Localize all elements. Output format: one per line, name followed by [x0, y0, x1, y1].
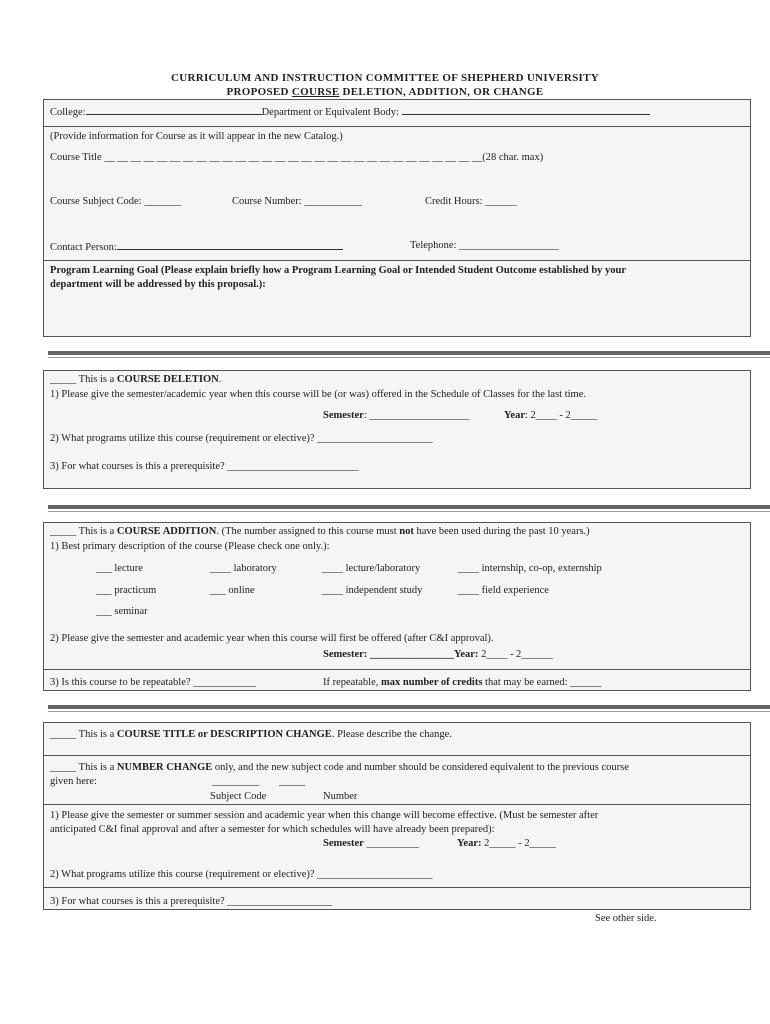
option-independent-study[interactable]: ____ independent study: [322, 585, 423, 596]
credit-hours-blank[interactable]: ______: [485, 196, 517, 207]
course-title-max: __(28 char. max): [471, 152, 544, 163]
subject-code-blank[interactable]: _______: [144, 196, 181, 207]
goal-text-2: department will be addressed by this proposal.):: [50, 279, 266, 290]
goal-text-1: Program Learning Goal (Please explain briefly how a Program Learning Goal or Intended Student Outcome established by your: [50, 265, 627, 276]
option-seminar[interactable]: ___ seminar: [96, 606, 148, 617]
course-info-section: [43, 99, 751, 337]
deletion-year-label: Year: [504, 410, 525, 421]
section-separator: [48, 505, 770, 509]
number-change-prefix: This is a: [76, 762, 117, 773]
change-semester-label: Semester: [323, 838, 364, 849]
change-heading[interactable]: [50, 728, 452, 741]
addition-year-blank[interactable]: 2____ - 2______: [481, 649, 553, 660]
addition-q2: 2) Please give the semester and academic year when this course will first be offered (after C&I approval).: [50, 633, 494, 644]
college-blank[interactable]: [86, 104, 262, 115]
divider: [44, 804, 750, 805]
deletion-q3[interactable]: [50, 460, 359, 473]
telephone-field[interactable]: [410, 239, 559, 252]
divider: [44, 126, 750, 127]
max-credits-pre: If repeatable,: [323, 677, 382, 688]
deletion-suffix: .: [218, 374, 222, 385]
max-credits-post[interactable]: that may be earned: ______: [482, 677, 602, 688]
course-deletion-section: [43, 370, 751, 489]
change-semester-blank[interactable]: __________: [363, 838, 419, 849]
divider: [44, 887, 750, 888]
addition-note-bold: not: [399, 526, 414, 537]
addition-semester-year[interactable]: [323, 648, 553, 661]
addition-max-credits[interactable]: [323, 676, 602, 689]
divider: [44, 755, 750, 756]
deletion-q2-blank[interactable]: ______________________: [317, 433, 433, 444]
contact-field[interactable]: [50, 239, 343, 254]
change-suffix: . Please describe the change.: [331, 729, 452, 740]
course-title-dashes[interactable]: __ __ __ __ __ __ __ __ __ __ __ __ __ __ __ __ __ __ __ __ __ __ __ __ __ __ __ __: [104, 152, 470, 163]
change-prefix: This is a: [76, 729, 117, 740]
option-practicum[interactable]: ___ practicum: [96, 585, 157, 596]
form-subtitle: [0, 86, 770, 98]
deletion-q3-blank[interactable]: _________________________: [227, 461, 359, 472]
college-label: College:: [50, 107, 86, 118]
number-label: Number: [323, 791, 358, 802]
goal-answer-area[interactable]: [48, 294, 746, 332]
option-lecture-laboratory[interactable]: ____ lecture/laboratory: [322, 563, 421, 574]
number-change-heading[interactable]: [50, 761, 629, 774]
deletion-year-field[interactable]: [504, 409, 597, 422]
subtitle-pre: PROPOSED: [226, 86, 292, 98]
form-title: CURRICULUM AND INSTRUCTION COMMITTEE OF SHEPHERD UNIVERSITY: [170, 72, 599, 84]
contact-label: Contact Person:: [50, 242, 117, 253]
telephone-blank[interactable]: ___________________: [459, 240, 559, 251]
course-title-field[interactable]: [50, 151, 543, 164]
deletion-heading-text: COURSE DELETION: [116, 374, 219, 385]
max-credits-bold: max number of credits: [381, 677, 483, 688]
addition-q1: 1) Best primary description of the course (Please check one only.):: [50, 541, 330, 552]
subject-code-label: Subject Code: [210, 791, 267, 802]
change-checkbox[interactable]: _____: [50, 729, 77, 740]
course-change-section: [43, 722, 751, 910]
number-blank[interactable]: _____: [279, 776, 306, 787]
addition-note-pre: . (The number assigned to this course must: [216, 526, 400, 537]
change-year-label: Year:: [457, 838, 482, 849]
number-change-text: only, and the new subject code and number should be considered equivalent to the previous course: [212, 762, 629, 773]
addition-checkbox[interactable]: _____: [50, 526, 77, 537]
course-addition-section: [43, 522, 751, 691]
option-laboratory[interactable]: ____ laboratory: [210, 563, 277, 574]
number-change-heading-text: NUMBER CHANGE: [116, 762, 213, 773]
subject-code-field[interactable]: [50, 195, 181, 208]
course-number-blank[interactable]: ___________: [304, 196, 363, 207]
contact-blank[interactable]: [117, 239, 343, 250]
given-here: given here:: [50, 776, 97, 787]
deletion-heading[interactable]: [50, 373, 221, 386]
change-year-blank[interactable]: 2_____ - 2_____: [481, 838, 556, 849]
credit-hours-field[interactable]: [425, 195, 517, 208]
change-year-field[interactable]: [457, 837, 556, 850]
addition-prefix: This is a: [76, 526, 117, 537]
change-q2[interactable]: 2) What programs utilize this course (requirement or elective)? ______________________: [50, 869, 433, 880]
deletion-prefix: This is a: [76, 374, 117, 385]
change-q3[interactable]: 3) For what courses is this a prerequisite? ____________________: [50, 896, 333, 907]
catalog-note: (Provide information for Course as it will appear in the new Catalog.): [50, 131, 343, 142]
addition-q3[interactable]: 3) Is this course to be repeatable? ____________: [50, 677, 257, 688]
addition-note-post: have been used during the past 10 years.): [413, 526, 590, 537]
deletion-q2[interactable]: [50, 432, 433, 445]
telephone-label: Telephone:: [410, 240, 457, 251]
subtitle-underlined: COURSE: [291, 86, 340, 98]
divider: [44, 260, 750, 261]
deletion-q2-text: 2) What programs utilize this course (requirement or elective)?: [50, 433, 315, 444]
deletion-semester-blank[interactable]: : ___________________: [363, 410, 470, 421]
subject-code-blank[interactable]: _________: [212, 776, 260, 787]
credit-hours-label: Credit Hours:: [425, 196, 483, 207]
college-field[interactable]: [50, 104, 650, 119]
course-number-field[interactable]: [232, 195, 362, 208]
see-other-side: See other side.: [595, 913, 657, 924]
change-q1a: 1) Please give the semester or summer session and academic year when this change will become effective. (Must be semester after: [50, 810, 599, 821]
deletion-checkbox[interactable]: _____: [50, 374, 77, 385]
deletion-q1: 1) Please give the semester/academic year when this course will be (or was) offered in the Schedule of Classes for the last time.: [50, 389, 587, 400]
divider: [44, 669, 750, 670]
change-q1b: anticipated C&I final approval and after a semester for which schedules will have already been prepared):: [50, 824, 495, 835]
subject-code-label: Course Subject Code:: [50, 196, 142, 207]
option-field-experience[interactable]: ____ field experience: [458, 585, 549, 596]
subtitle-post: DELETION, ADDITION, OR CHANGE: [339, 86, 544, 98]
deletion-semester-label: Semester: [323, 410, 364, 421]
change-semester-field[interactable]: [323, 837, 419, 850]
deletion-semester-field[interactable]: [323, 409, 469, 422]
addition-heading-text: COURSE ADDITION: [116, 526, 217, 537]
department-blank[interactable]: [402, 104, 650, 115]
number-change-checkbox[interactable]: _____: [50, 762, 77, 773]
section-separator: [48, 705, 770, 709]
option-lecture[interactable]: ___ lecture: [96, 563, 143, 574]
deletion-q3-text: 3) For what courses is this a prerequisite?: [50, 461, 225, 472]
course-number-label: Course Number:: [232, 196, 302, 207]
department-label: Department or Equivalent Body:: [261, 107, 399, 118]
change-heading-text: COURSE TITLE or DESCRIPTION CHANGE: [116, 729, 332, 740]
deletion-year-blank[interactable]: : 2____ - 2_____: [525, 410, 598, 421]
addition-semester-label: Semester:: [323, 649, 370, 660]
addition-semester-blank[interactable]: ________________: [369, 649, 454, 660]
addition-heading[interactable]: [50, 525, 590, 538]
option-online[interactable]: ___ online: [210, 585, 255, 596]
addition-year-label: Year:: [453, 649, 482, 660]
course-title-label: Course Title: [50, 152, 102, 163]
section-separator: [48, 351, 770, 355]
option-internship[interactable]: ____ internship, co-op, externship: [458, 563, 602, 574]
